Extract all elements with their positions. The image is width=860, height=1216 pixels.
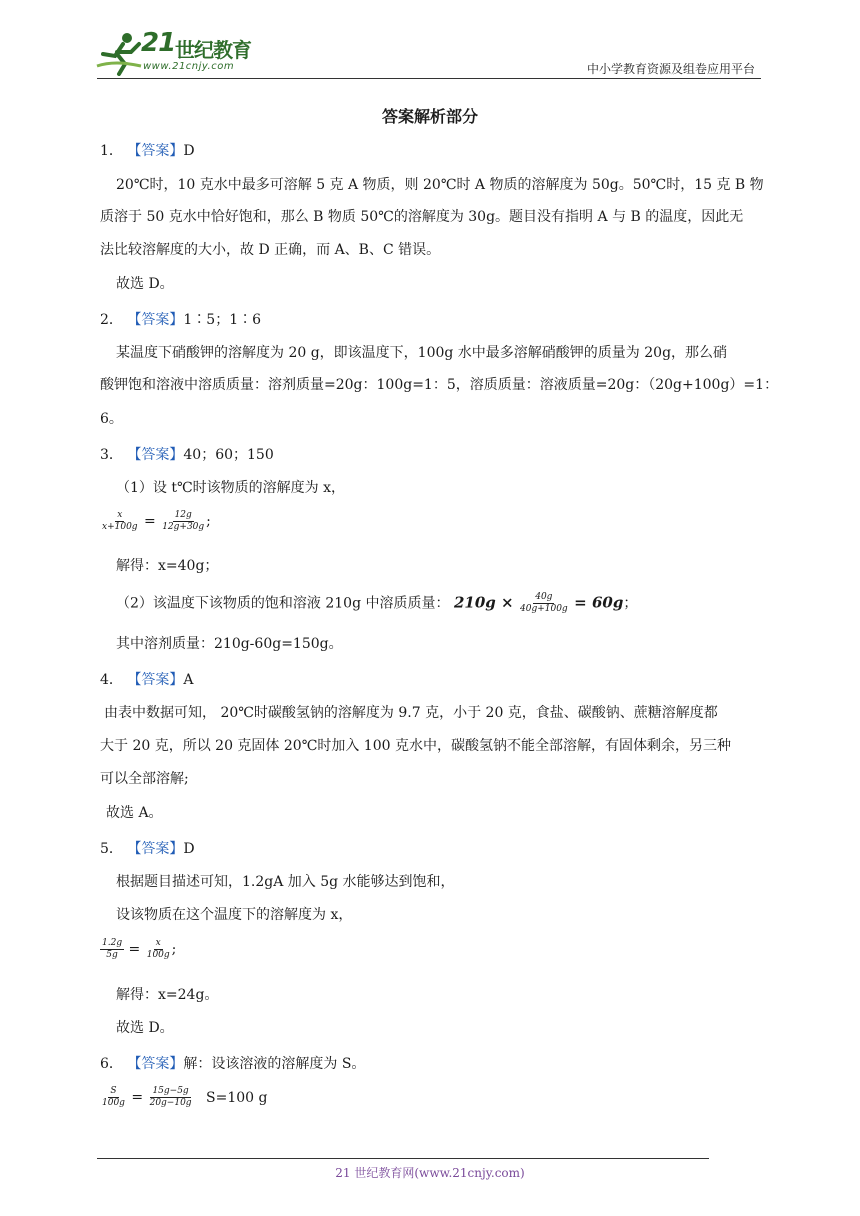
q1-line-3: 法比较溶解度的大小，故 D 正确，而 A、B、C 错误。 (100, 242, 441, 258)
answer-tag: 【答案】 (127, 841, 184, 857)
logo-number: 21 (141, 28, 176, 58)
question-6-answer (100, 1053, 365, 1073)
question-number: 2． (100, 312, 123, 328)
answer-tag: 【答案】 (127, 312, 184, 328)
q2-line-3: 6。 (100, 411, 123, 427)
q4-line-1: 由表中数据可知， 20℃时碳酸氢钠的溶解度为 9.7 克，小于 20 克，食盐、碳酸钠、蔗糖溶解度都 (104, 705, 718, 721)
q1-line-4: 故选 D。 (116, 276, 174, 292)
answer-value: 解：设该溶液的溶解度为 S。 (183, 1056, 366, 1072)
q5-line-4: 故选 D。 (116, 1020, 174, 1036)
q2-line-2: 酸钾饱和溶液中溶质质量：溶剂质量=20g：100g=1：5，溶质质量：溶液质量=20g：（20g+100g）=1： (100, 377, 779, 393)
question-3-answer (100, 444, 274, 464)
question-1-answer (100, 140, 195, 160)
fraction-right: $\frac{x}{100g}$ (146, 938, 170, 960)
question-4-answer (100, 669, 194, 689)
q2-line-1: 某温度下硝酸钾的溶解度为 20 g，即该温度下，100g 水中最多溶解硝酸钾的质量为 20g，那么硝 (116, 345, 728, 361)
answer-tag: 【答案】 (127, 672, 184, 688)
answer-tag: 【答案】 (127, 1056, 184, 1072)
q4-line-2: 大于 20 克，所以 20 克固体 20℃时加入 100 克水中，碳酸氢钠不能全部溶解，有固体剩余，另三种 (100, 738, 731, 754)
q5-line-2: 设该物质在这个温度下的溶解度为 x， (116, 907, 353, 923)
q3-line-4: 其中溶剂质量：210g-60g=150g。 (116, 636, 343, 652)
q3-line-2: 解得：x=40g； (116, 558, 219, 574)
q3-equation-1: $\frac{x}{x+100g}$ = $\frac{12g}{12g+30g}$ ; (102, 510, 211, 532)
platform-name: 中小学教育资源及组卷应用平台 (586, 62, 755, 76)
fraction-right: $\frac{15g-5g}{20g-10g}$ (149, 1086, 192, 1108)
q1-line-2: 质溶于 50 克水中恰好饱和，那么 B 物质 50℃的溶解度为 30g。题目没有指明 A 与 B 的温度，因此无 (100, 209, 744, 225)
answer-value: 40；60；150 (183, 447, 274, 463)
result: S=100 g (206, 1089, 268, 1106)
header-divider (97, 78, 761, 79)
q5-line-3: 解得：x=24g。 (116, 987, 219, 1003)
question-number: 6． (100, 1056, 123, 1072)
fraction: $\frac{40g}{40g+100g}$ (520, 592, 568, 614)
question-5-answer (100, 838, 195, 858)
answer-tag: 【答案】 (127, 447, 184, 463)
site-logo (95, 30, 265, 76)
q1-line-1: 20℃时，10 克水中最多可溶解 5 克 A 物质，则 20℃时 A 物质的溶解度为 50g。50℃时，15 克 B 物 (116, 177, 764, 193)
footer-link[interactable]: 21 世纪教育网(www.21cnjy.com) (335, 1166, 525, 1180)
q6-equation: $\frac{S}{100g}$ = $\frac{15g-5g}{20g-10g}$ S=100 g (102, 1086, 268, 1108)
answer-value: 1∶5；1∶6 (183, 312, 262, 328)
fraction-left: $\frac{1.2g}{5g}$ (102, 938, 123, 960)
fraction-left: $\frac{S}{100g}$ (102, 1086, 125, 1108)
answer-value: D (183, 841, 195, 857)
answer-value: A (183, 672, 194, 688)
question-number: 1． (100, 143, 123, 159)
page-title: 答案解析部分 (381, 107, 478, 126)
logo-name: 世纪教育 (175, 38, 251, 62)
runner-logo-icon (95, 30, 145, 76)
answer-tag: 【答案】 (127, 143, 184, 159)
question-number: 5． (100, 841, 123, 857)
q5-line-1: 根据题目描述可知，1.2gA 加入 5g 水能够达到饱和， (116, 874, 455, 890)
question-number: 3． (100, 447, 123, 463)
footer-divider (97, 1158, 709, 1159)
question-2-answer (100, 309, 261, 329)
fraction-left: $\frac{x}{x+100g}$ (102, 510, 138, 532)
question-number: 4． (100, 672, 123, 688)
q3-line-1: （1）设 t℃时该物质的溶解度为 x， (116, 480, 345, 496)
fraction-right: $\frac{12g}{12g+30g}$ (162, 510, 205, 532)
logo-url: www.21cnjy.com (143, 61, 235, 72)
q4-line-3: 可以全部溶解; (100, 771, 189, 787)
q3-line-3: （2）该温度下该物质的饱和溶液 210g 中溶质质量： 210g × $\frac{40g}{40g+100g}$ = 60g； (116, 592, 638, 614)
answer-value: D (183, 143, 195, 159)
q4-line-4: 故选 A。 (106, 805, 163, 821)
q5-equation: $\frac{1.2g}{5g}$ = $\frac{x}{100g}$ ; (102, 938, 177, 960)
